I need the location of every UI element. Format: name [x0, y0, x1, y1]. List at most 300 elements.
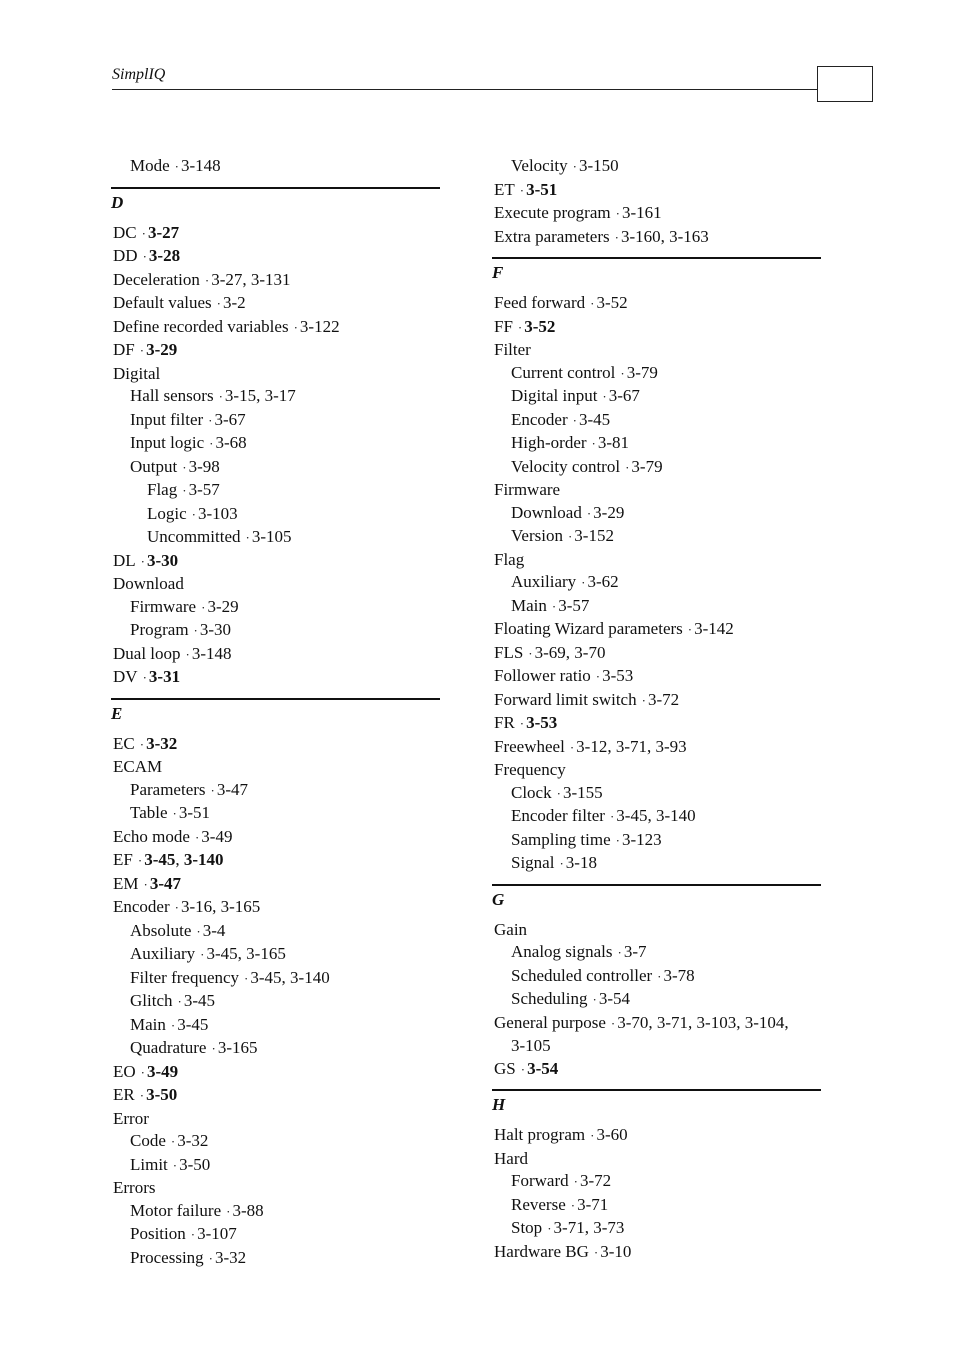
index-term: FR [494, 713, 515, 732]
index-term: Main [130, 1014, 166, 1034]
index-term: Mode [130, 156, 170, 175]
page-reference: 3-47 [216, 779, 249, 799]
page-separator-dot: · [182, 483, 187, 498]
index-term: Forward limit switch [494, 689, 637, 709]
page-reference: 3-51 [526, 179, 558, 199]
page-separator-dot: · [551, 598, 557, 614]
page-reference: 3-45 [177, 1014, 209, 1034]
index-term: Sampling time [511, 829, 611, 849]
index-entry [494, 226, 821, 250]
index-entry [494, 179, 821, 203]
page-separator-dot: · [211, 1041, 216, 1056]
index-term: Firmware [494, 480, 561, 499]
page-reference: 3-78 [663, 965, 695, 985]
page-reference: 3-148 [181, 156, 221, 175]
page-reference: 3-79 [631, 456, 663, 476]
page-separator-dot: · [293, 319, 298, 335]
index-term: Limit [130, 1154, 168, 1174]
page-reference: 3-49 [201, 826, 233, 846]
index-entry [494, 292, 821, 316]
page-separator-dot: · [216, 296, 221, 311]
index-entry [113, 479, 440, 503]
page-separator-dot: · [139, 343, 145, 358]
index-term: Frequency [494, 760, 566, 779]
index-term: Hard [494, 1148, 528, 1168]
index-term: Encoder filter [511, 806, 605, 825]
page-reference: 3-27 [147, 222, 180, 242]
index-column-right [494, 155, 821, 1264]
index-entry [113, 967, 440, 991]
page-separator-dot: · [208, 412, 213, 428]
index-term: Echo mode [113, 826, 190, 846]
index-entry [494, 155, 821, 179]
index-term: Position [130, 1224, 186, 1243]
index-term: Logic [147, 503, 187, 523]
index-term: ET [494, 179, 515, 199]
index-entry [113, 1084, 440, 1108]
page-reference: 3-31 [148, 667, 181, 686]
page-separator-dot: · [182, 459, 187, 475]
index-term: Program [130, 620, 189, 639]
page-reference: 3-152 [574, 526, 614, 545]
page-reference: 3-103 [198, 503, 238, 523]
page-separator-dot: · [209, 436, 214, 451]
index-term: General purpose [494, 1012, 606, 1032]
index-term: Output [130, 456, 178, 476]
index-entry [113, 550, 440, 574]
index-entry [113, 943, 440, 967]
index-entry [113, 526, 440, 550]
page-separator-dot: · [617, 945, 622, 960]
page-reference: 3-52 [524, 316, 556, 336]
index-term: DL [113, 550, 136, 570]
index-term: Reverse [511, 1194, 566, 1214]
page-reference: 3-160, 3-163 [620, 226, 709, 246]
index-entry [494, 805, 821, 829]
page-reference: 3-32 [146, 733, 178, 753]
page-reference: 3-29 [207, 596, 239, 616]
index-term: Halt program [494, 1125, 586, 1144]
index-entry [113, 363, 440, 386]
page-reference: 3-88 [232, 1200, 264, 1220]
index-entry [113, 1014, 440, 1038]
index-term: Define recorded variables [113, 316, 289, 336]
index-term: EC [113, 733, 135, 753]
index-term: Download [511, 502, 582, 522]
index-entry [113, 666, 440, 690]
page-separator-dot: · [595, 669, 601, 684]
page-reference: 3-53 [602, 666, 634, 685]
index-entry [494, 409, 821, 433]
page-separator-dot: · [172, 806, 177, 821]
index-term: Encoder [511, 409, 568, 429]
page-reference: 3-54 [598, 989, 631, 1008]
page-reference: 3-71 [577, 1194, 609, 1214]
index-term: Hall sensors [130, 386, 214, 405]
index-entry [113, 1108, 440, 1131]
index-entry [494, 456, 821, 480]
page-reference: 3-32 [177, 1131, 209, 1150]
index-entry [113, 409, 440, 433]
page-separator-dot: · [573, 1174, 578, 1189]
page-reference: 3-67 [214, 409, 246, 429]
index-entry [113, 573, 440, 596]
page-separator-dot: · [140, 553, 146, 569]
index-entry [494, 1170, 821, 1194]
index-entry [113, 779, 440, 803]
index-term: Signal [511, 853, 555, 872]
section-heading: F [492, 257, 821, 292]
index-entry [494, 712, 821, 736]
page-separator-dot: · [194, 829, 200, 845]
page-reference: 3-79 [626, 362, 658, 382]
page-reference: 3-45, 3-140 [616, 806, 696, 825]
index-term: High-order [511, 433, 587, 452]
page-separator-dot: · [141, 225, 146, 241]
page-separator-dot: · [625, 459, 630, 475]
index-entry [113, 1130, 440, 1154]
index-entry [494, 852, 821, 876]
index-term: Clock [511, 782, 552, 802]
index-column-left [113, 155, 440, 1270]
page-separator-dot: · [572, 159, 577, 174]
index-entry [113, 756, 440, 779]
index-entry [494, 525, 821, 549]
section-heading: D [111, 187, 440, 222]
index-entry [113, 269, 440, 293]
page-separator-dot: · [208, 1250, 214, 1266]
page-separator-dot: · [196, 923, 201, 939]
page-separator-dot: · [170, 1134, 176, 1149]
index-term: 3-105 [511, 1036, 551, 1055]
index-entry [494, 665, 821, 689]
page-reference: 3-105 [251, 527, 292, 546]
page-reference: 3-50 [146, 1085, 178, 1104]
index-entry [113, 1037, 440, 1061]
page-reference: 3-72 [579, 1171, 612, 1190]
index-entry [494, 479, 821, 502]
page-reference: 3-60 [596, 1125, 628, 1144]
index-term: DV [113, 667, 138, 686]
page-separator-dot: · [140, 1064, 146, 1080]
page-separator-dot: · [142, 670, 147, 685]
index-term: Velocity [511, 156, 568, 175]
page-reference: 3-7 [623, 942, 647, 961]
page-separator-dot: · [210, 782, 215, 798]
page-reference: 3-142 [694, 619, 734, 638]
index-term: EM [113, 873, 139, 893]
page-separator-dot: · [142, 249, 147, 264]
page-reference: 3-148 [191, 643, 232, 663]
index-entry [113, 1061, 440, 1085]
page-separator-dot: · [201, 599, 206, 615]
index-term: Stop [511, 1218, 543, 1237]
header-title: SimplIQ [112, 66, 166, 83]
index-entry [113, 619, 440, 643]
section-heading: E [111, 698, 440, 733]
page-separator-dot: · [570, 1197, 576, 1213]
page-reference: 3-69, 3-70 [534, 642, 606, 662]
index-term: Download [113, 574, 184, 593]
index-term: Main [511, 595, 547, 615]
index-term: Filter frequency [130, 967, 240, 987]
page-separator-dot: · [139, 1088, 145, 1103]
page-reference: 3-2 [223, 293, 246, 312]
index-term: Velocity control [511, 456, 621, 476]
index-entry [113, 802, 440, 826]
index-term: Feed forward [494, 293, 586, 312]
index-term: Code [130, 1131, 166, 1150]
page-separator-dot: · [572, 412, 577, 428]
index-term: Flag [147, 480, 178, 499]
page-separator-dot: · [520, 1061, 526, 1077]
index-entry [494, 618, 821, 642]
index-entry [113, 432, 440, 456]
page-separator-dot: · [218, 389, 223, 404]
page-separator-dot: · [590, 1128, 595, 1143]
index-entry [113, 1247, 440, 1271]
index-term: Error [113, 1108, 149, 1128]
index-term: Uncommitted [147, 527, 241, 546]
index-entry [494, 919, 821, 942]
page-separator-dot: · [581, 575, 586, 590]
index-term: Default values [113, 293, 212, 312]
index-term: Input logic [130, 433, 205, 452]
page-reference: 3-72 [647, 689, 680, 709]
page-reference: 3-165 [217, 1038, 258, 1057]
page-separator-dot: · [591, 436, 596, 451]
page-separator-dot: · [609, 809, 615, 824]
page-separator-dot: · [170, 1017, 176, 1033]
page-reference: 3-45, 3-140 [250, 967, 330, 987]
page-separator-dot: · [657, 968, 662, 984]
index-term: Follower ratio [494, 666, 591, 685]
index-entry [113, 896, 440, 920]
index-term: Scheduling [511, 989, 588, 1008]
page-reference: 3-57 [188, 480, 220, 499]
page-separator-dot: · [615, 832, 620, 848]
page-separator-dot: · [602, 389, 607, 404]
page-reference: 3-4 [202, 920, 226, 940]
page-separator-dot: · [517, 319, 523, 335]
index-term: Version [511, 526, 563, 545]
page-reference: 3-50 [179, 1154, 211, 1174]
page-separator-dot: · [547, 1221, 552, 1236]
page-separator-dot: · [569, 739, 575, 755]
index-term: Quadrature [130, 1038, 207, 1057]
index-entry [494, 202, 821, 226]
page-reference: 3-140 [183, 850, 224, 869]
index-entry [113, 385, 440, 409]
page-separator-dot: · [172, 1157, 178, 1173]
page-reference: 3-29 [146, 340, 178, 359]
index-term: Freewheel [494, 736, 565, 756]
page-reference: 3-30 [199, 620, 232, 639]
index-term: Filter [494, 340, 531, 359]
page-separator-dot: · [528, 645, 533, 661]
index-term: Digital input [511, 386, 598, 405]
index-entry [113, 316, 440, 340]
index-entry [113, 456, 440, 480]
index-term: DC [113, 222, 137, 242]
index-term: Analog signals [511, 942, 613, 961]
page-reference: 3-68 [215, 433, 247, 452]
page-reference: 3-52 [596, 293, 628, 312]
page-reference: 3-10 [600, 1241, 632, 1261]
index-entry [494, 829, 821, 853]
index-entry [113, 245, 440, 269]
index-term: FLS [494, 642, 524, 662]
page-reference: 3-49 [147, 1061, 179, 1081]
index-term: Table [130, 803, 168, 822]
page-separator-dot: · [593, 1244, 599, 1260]
page-reference: 3-71, 3-73 [553, 1218, 625, 1237]
page-separator-dot: · [641, 692, 646, 708]
page-reference: 3-70, 3-71, 3-103, 3-104, [617, 1012, 789, 1032]
index-term: Forward [511, 1171, 569, 1190]
index-term: Auxiliary [130, 944, 196, 963]
index-term: Processing [130, 1247, 204, 1267]
index-entry [494, 988, 821, 1012]
page-reference: 3-155 [562, 782, 603, 802]
page-separator-dot: · [567, 529, 573, 544]
page-separator-dot: · [620, 365, 625, 381]
index-entry [494, 1194, 821, 1218]
index-term: GS [494, 1058, 516, 1078]
index-entry [113, 873, 440, 897]
index-entry [494, 736, 821, 760]
index-entry [494, 595, 821, 619]
index-entry [494, 1124, 821, 1148]
page-reference: 3-161 [621, 203, 662, 222]
page-reference: 3-29 [593, 502, 625, 522]
index-entry [113, 339, 440, 363]
index-entry [113, 849, 440, 873]
page-separator-dot: · [137, 853, 143, 868]
page-separator-dot: · [200, 947, 205, 962]
page-reference: 3-57 [558, 595, 590, 615]
index-term: Parameters [130, 779, 206, 799]
index-term: Scheduled controller [511, 965, 653, 985]
page-separator-dot: · [614, 229, 619, 245]
page-separator-dot: · [191, 506, 196, 522]
page-separator-dot: · [139, 736, 145, 752]
index-entry [113, 1177, 440, 1200]
page-separator-dot: · [615, 206, 620, 221]
page-separator-dot: · [193, 623, 198, 638]
index-entry [494, 362, 821, 386]
index-term: Gain [494, 919, 528, 939]
index-term: Hardware BG [494, 1241, 589, 1261]
page-reference: 3-122 [299, 316, 340, 336]
index-entry [113, 222, 440, 246]
index-entry [113, 826, 440, 850]
index-entry [494, 316, 821, 340]
index-entry [494, 339, 821, 362]
page-reference: 3-45 [144, 850, 176, 869]
index-entry [494, 549, 821, 572]
index-entry [494, 941, 821, 965]
page-separator-dot: · [226, 1203, 231, 1219]
index-entry [494, 965, 821, 989]
page-reference: 3-15, 3-17 [224, 386, 296, 405]
page-separator-dot: · [687, 622, 693, 637]
page-separator-dot: · [174, 159, 180, 174]
index-term: Current control [511, 362, 616, 382]
index-term: Auxiliary [511, 572, 577, 591]
page-reference: 3-18 [565, 853, 597, 872]
index-term: Glitch [130, 991, 173, 1010]
page-separator-dot: · [519, 716, 525, 731]
index-entry [113, 155, 440, 179]
index-term: EF [113, 850, 133, 869]
index-term: Flag [494, 549, 525, 569]
index-entry [113, 1223, 440, 1247]
page-separator-dot: · [143, 876, 148, 892]
index-term: Encoder [113, 897, 170, 916]
index-entry [494, 1241, 821, 1265]
page-reference: 3-45, 3-165 [206, 944, 286, 963]
index-entry [494, 1058, 821, 1082]
index-entry [494, 1217, 821, 1241]
index-entry [113, 1154, 440, 1178]
index-entry [494, 759, 821, 782]
page-reference: 3-30 [147, 550, 179, 570]
index-term: FF [494, 316, 513, 336]
index-term: Errors [113, 1178, 156, 1197]
index-entry [494, 1148, 821, 1171]
index-entry [113, 920, 440, 944]
index-entry [494, 502, 821, 526]
page-reference: 3-45 [183, 991, 216, 1010]
page-reference: 3-62 [587, 572, 619, 591]
page-separator-dot: · [185, 646, 190, 662]
page-reference: 3-53 [526, 713, 558, 732]
page-separator-dot: · [592, 992, 597, 1007]
page-separator-dot: · [559, 856, 564, 871]
page-separator-dot: · [244, 970, 249, 986]
index-entry [113, 643, 440, 667]
index-entry [494, 642, 821, 666]
page-reference: 3-81 [597, 433, 630, 452]
index-entry [494, 571, 821, 595]
page-reference: 3-98 [188, 456, 220, 476]
index-entry [113, 503, 440, 527]
index-term: Execute program [494, 203, 611, 222]
index-term: Input filter [130, 409, 204, 429]
index-entry [494, 1035, 821, 1058]
page-separator-dot: · [556, 785, 561, 801]
index-term: Extra parameters [494, 226, 610, 246]
index-entry [494, 1012, 821, 1036]
index-entry [494, 689, 821, 713]
page-separator-dot: · [190, 1227, 196, 1242]
page-reference: 3-107 [197, 1224, 237, 1243]
page-separator-dot: · [610, 1015, 616, 1031]
header-rule [112, 89, 818, 90]
page-reference: 3-12, 3-71, 3-93 [576, 736, 687, 756]
page-reference: , [175, 850, 184, 869]
index-entry [113, 990, 440, 1014]
page-reference: 3-45 [578, 409, 611, 429]
index-term: Firmware [130, 596, 197, 616]
index-entry [113, 292, 440, 316]
index-term: DF [113, 340, 135, 359]
index-term: Absolute [130, 920, 192, 940]
page-reference: 3-150 [579, 156, 619, 175]
page-reference: 3-123 [621, 829, 662, 849]
index-entry [494, 385, 821, 409]
